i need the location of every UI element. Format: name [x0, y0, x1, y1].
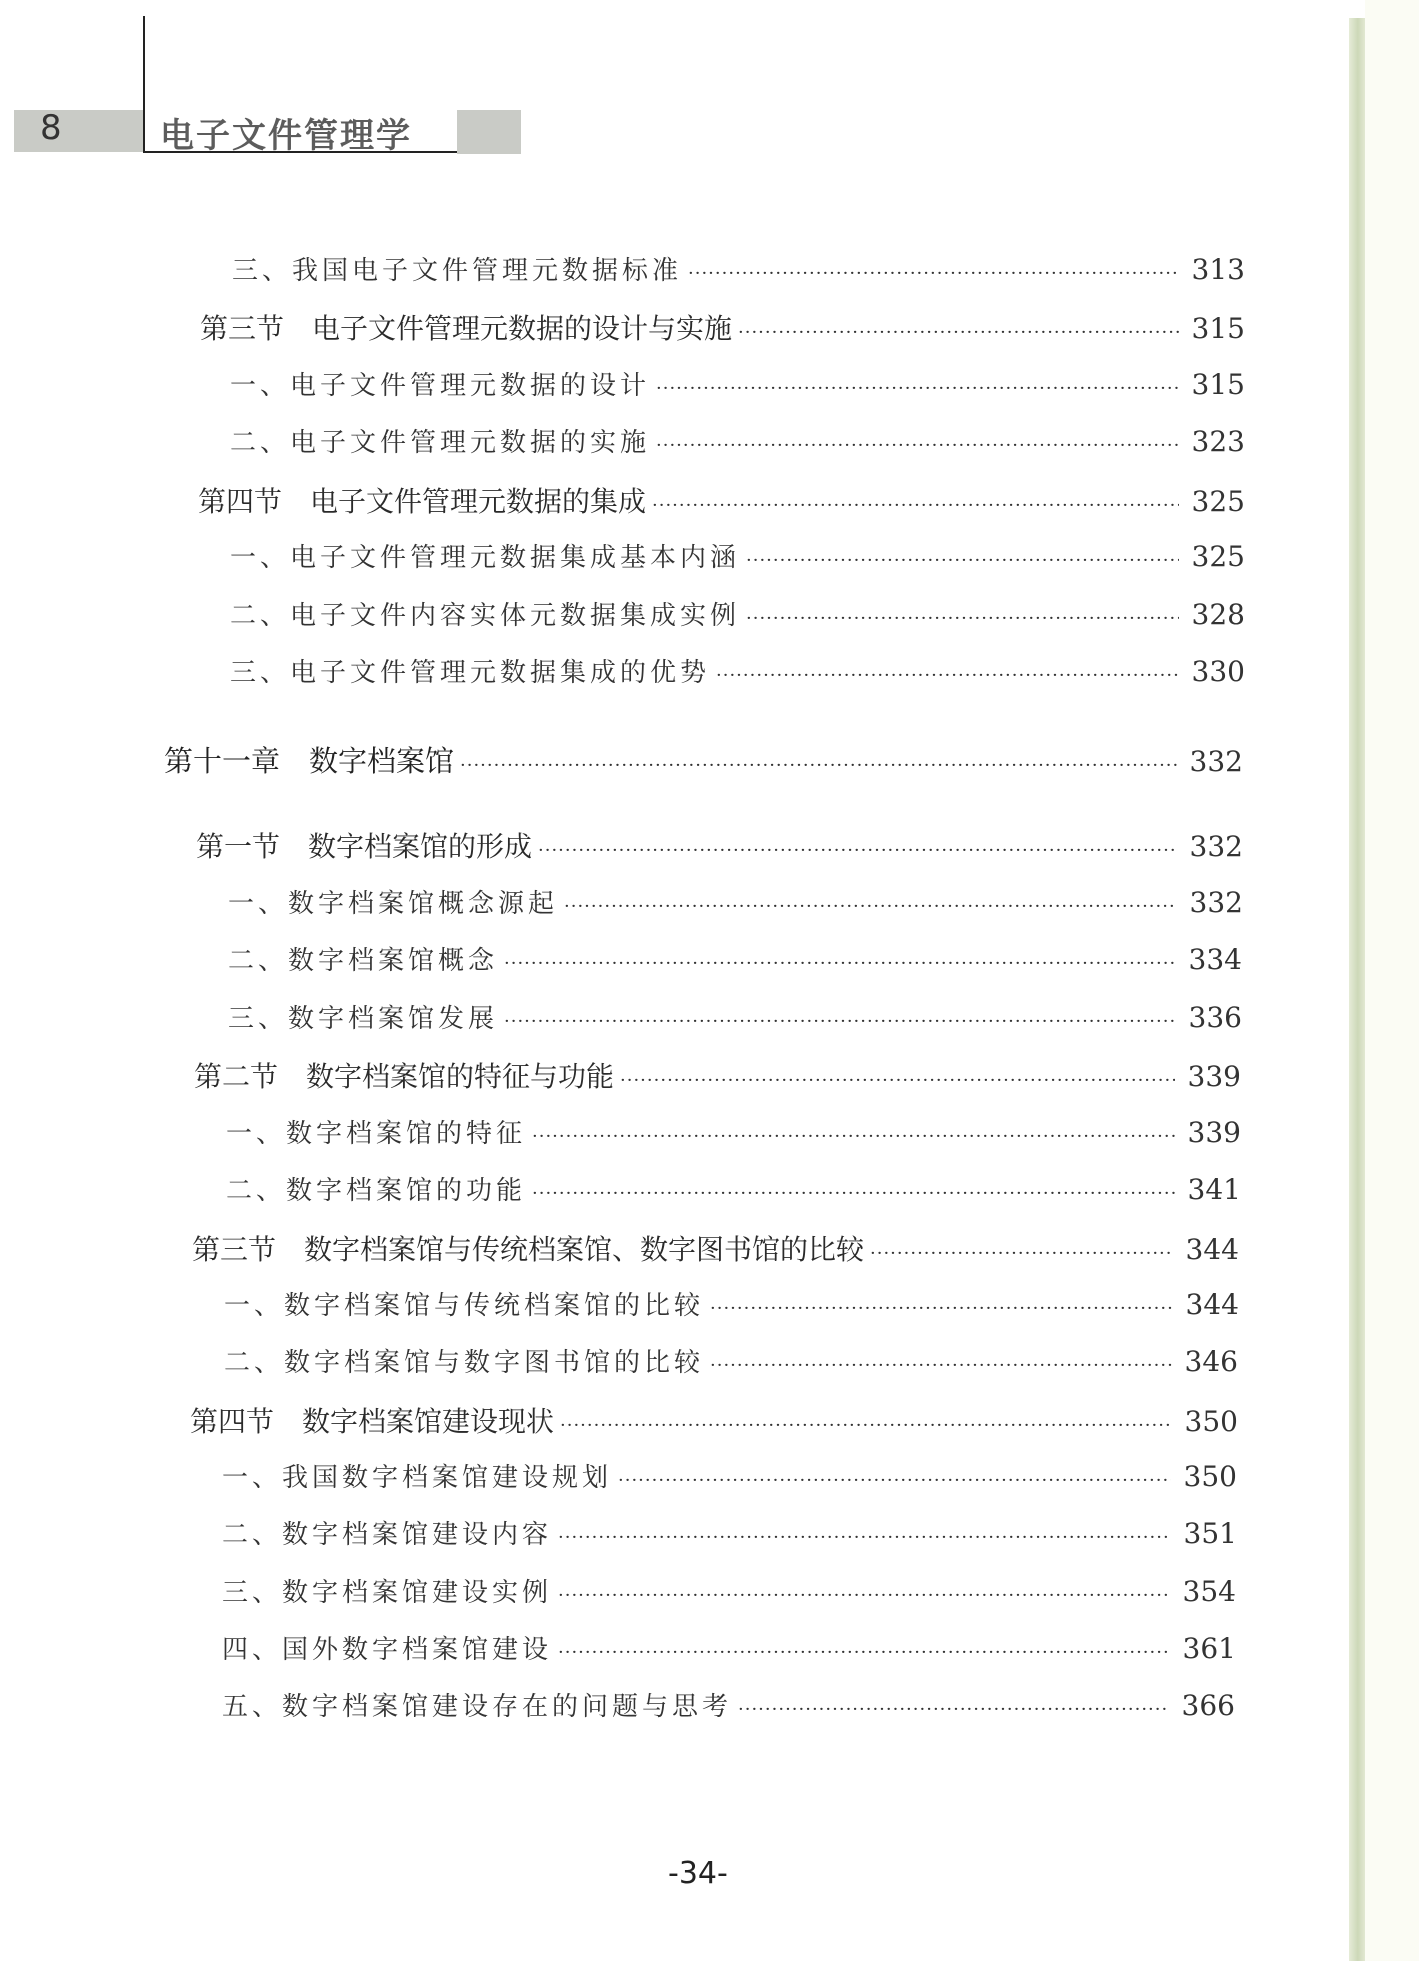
toc-entry-title: 二、数字档案馆与数字图书馆的比较 — [224, 1348, 705, 1378]
dot-leader — [688, 263, 1179, 284]
toc-chapter-entry[interactable] — [164, 739, 1243, 779]
toc-entry[interactable] — [230, 595, 1245, 635]
toc-entry-page: 313 — [1191, 253, 1245, 286]
toc-entry-page: 332 — [1189, 830, 1243, 863]
toc-entry-page: 332 — [1189, 886, 1243, 919]
toc-entry-title: 三、数字档案馆发展 — [228, 1004, 499, 1034]
dot-leader — [746, 550, 1179, 571]
dot-leader — [560, 1415, 1172, 1436]
toc-entry-title: 四、国外数字档案馆建设 — [222, 1635, 553, 1665]
toc-entry-page: 366 — [1181, 1689, 1235, 1722]
toc-entry-title: 二、电子文件管理元数据的实施 — [230, 428, 651, 458]
toc-entry-page: 336 — [1188, 1001, 1242, 1034]
dot-leader — [618, 1470, 1171, 1491]
toc-entry[interactable] — [198, 480, 1245, 520]
toc-entry-title: 一、数字档案馆概念源起 — [228, 889, 559, 919]
toc-entry[interactable] — [228, 998, 1242, 1038]
toc-entry-title: 三、数字档案馆建设实例 — [222, 1578, 553, 1608]
dot-leader — [656, 435, 1179, 456]
dot-leader — [710, 1355, 1172, 1376]
dot-leader — [504, 1011, 1176, 1032]
toc-entry[interactable] — [232, 250, 1245, 290]
toc-entry-title: 第三节 电子文件管理元数据的设计与实施 — [200, 312, 733, 345]
toc-entry-title: 一、电子文件管理元数据的设计 — [230, 371, 651, 401]
toc-entry[interactable] — [222, 1572, 1236, 1612]
toc-entry-page: 354 — [1182, 1575, 1236, 1608]
toc-entry[interactable] — [228, 940, 1242, 980]
toc-entry-page: 344 — [1185, 1288, 1239, 1321]
toc-entry-page: 339 — [1187, 1060, 1241, 1093]
toc-entry[interactable] — [194, 1055, 1241, 1095]
dot-leader — [504, 953, 1176, 974]
dot-leader — [538, 840, 1177, 861]
toc-entry-title: 第二节 数字档案馆的特征与功能 — [194, 1060, 615, 1093]
toc-entry[interactable] — [230, 537, 1245, 577]
footer-page-number: -34- — [668, 1856, 728, 1891]
toc-entry-page: 346 — [1184, 1345, 1238, 1378]
toc-entry[interactable] — [222, 1686, 1235, 1726]
toc-entry-title: 一、数字档案馆与传统档案馆的比较 — [224, 1291, 705, 1321]
dot-leader — [620, 1070, 1175, 1091]
toc-entry-page: 315 — [1191, 368, 1245, 401]
toc-entry-page: 315 — [1191, 312, 1245, 345]
toc-entry-title: 二、数字档案馆的功能 — [226, 1176, 527, 1206]
dot-leader — [870, 1243, 1173, 1264]
header-band-right — [457, 110, 521, 154]
toc-entry-title: 三、我国电子文件管理元数据标准 — [232, 256, 683, 286]
toc-entry[interactable] — [196, 825, 1243, 865]
toc-entry-page: 323 — [1191, 425, 1245, 458]
toc-entry-title: 一、电子文件管理元数据集成基本内涵 — [230, 543, 741, 573]
toc-entry-page: 350 — [1183, 1460, 1237, 1493]
toc-entry-title: 二、电子文件内容实体元数据集成实例 — [230, 601, 741, 631]
toc-entry[interactable] — [226, 1170, 1241, 1210]
toc-entry-page: 351 — [1183, 1517, 1237, 1550]
toc-entry[interactable] — [226, 1113, 1241, 1153]
page-margin — [1365, 0, 1419, 1961]
toc-entry-title: 第十一章 数字档案馆 — [164, 744, 455, 778]
toc-entry[interactable] — [228, 883, 1243, 923]
toc-entry-page: 325 — [1191, 485, 1245, 518]
toc-entry[interactable] — [222, 1457, 1237, 1497]
dot-leader — [746, 608, 1179, 629]
header-page-number: 8 — [40, 108, 62, 148]
dot-leader — [532, 1126, 1175, 1147]
dot-leader — [738, 1699, 1169, 1720]
dot-leader — [710, 1298, 1173, 1319]
toc-entry-page: 325 — [1191, 540, 1245, 573]
page-edge-strip — [1349, 18, 1365, 1961]
toc-entry-page: 341 — [1187, 1173, 1241, 1206]
toc-entry-page: 328 — [1191, 598, 1245, 631]
toc-entry[interactable] — [224, 1342, 1238, 1382]
toc-entry[interactable] — [224, 1285, 1239, 1325]
toc-entry[interactable] — [190, 1400, 1238, 1440]
toc-entry-page: 361 — [1182, 1632, 1236, 1665]
dot-leader — [716, 665, 1179, 686]
toc-entry-page: 350 — [1184, 1405, 1238, 1438]
dot-leader — [532, 1183, 1175, 1204]
toc-entry[interactable] — [230, 652, 1245, 692]
toc-entry-page: 330 — [1191, 655, 1245, 688]
toc-entry[interactable] — [222, 1629, 1236, 1669]
dot-leader — [558, 1527, 1171, 1548]
header-divider-vertical — [143, 16, 145, 153]
toc-entry-title: 第一节 数字档案馆的形成 — [196, 830, 533, 863]
toc-entry-page: 334 — [1188, 943, 1242, 976]
toc-entry-title: 二、数字档案馆建设内容 — [222, 1520, 553, 1550]
dot-leader — [738, 322, 1179, 343]
book-title: 电子文件管理学 — [160, 116, 412, 156]
toc-entry-title: 一、我国数字档案馆建设规划 — [222, 1463, 613, 1493]
toc-entry-title: 一、数字档案馆的特征 — [226, 1119, 527, 1149]
dot-leader — [460, 755, 1177, 776]
dot-leader — [558, 1642, 1170, 1663]
toc-entry[interactable] — [200, 307, 1245, 347]
dot-leader — [558, 1585, 1170, 1606]
dot-leader — [652, 495, 1179, 516]
toc-entry-page: 344 — [1185, 1233, 1239, 1266]
toc-entry-title: 第四节 电子文件管理元数据的集成 — [198, 485, 647, 518]
toc-entry[interactable] — [230, 365, 1245, 405]
toc-entry-title: 第四节 数字档案馆建设现状 — [190, 1405, 555, 1438]
toc-entry-page: 332 — [1189, 745, 1243, 778]
dot-leader — [564, 896, 1177, 917]
toc-entry[interactable] — [230, 422, 1245, 462]
dot-leader — [656, 378, 1179, 399]
toc-entry-title: 三、电子文件管理元数据集成的优势 — [230, 658, 711, 688]
toc-entry-page: 339 — [1187, 1116, 1241, 1149]
toc-entry[interactable] — [222, 1514, 1237, 1554]
toc-entry[interactable] — [192, 1228, 1239, 1268]
toc-entry-title: 二、数字档案馆概念 — [228, 946, 499, 976]
toc-entry-title: 五、数字档案馆建设存在的问题与思考 — [222, 1692, 733, 1722]
header-band-left — [14, 110, 143, 152]
toc-entry-title: 第三节 数字档案馆与传统档案馆、数字图书馆的比较 — [192, 1233, 865, 1266]
